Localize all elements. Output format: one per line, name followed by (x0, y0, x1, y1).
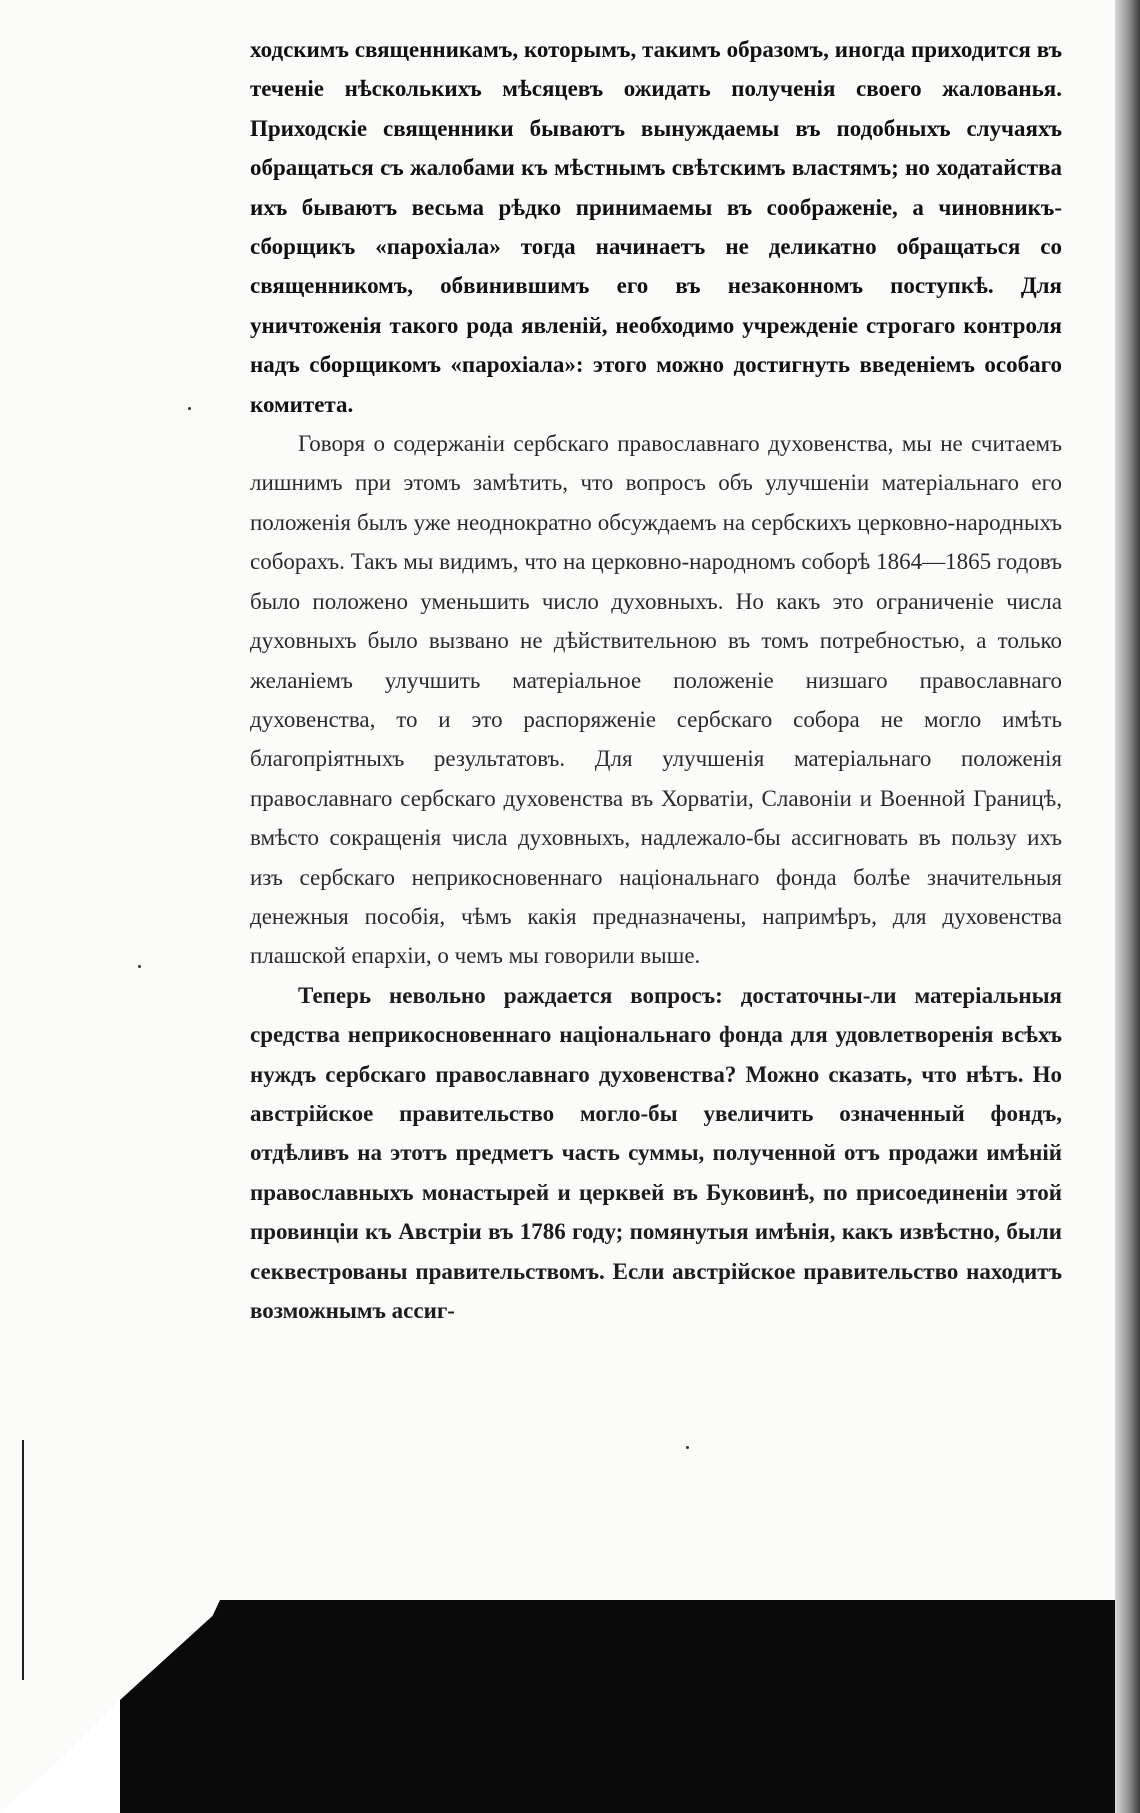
paragraph: ходскимъ священникамъ, которымъ, такимъ образомъ, иногда приходится въ теченіе нѣсколькихъ мѣсяцевъ ожидать полученія своего жалованья. Приходскіе священники бываютъ вынуждаемы въ подобныхъ случаяхъ обращаться съ жалобами къ мѣстнымъ свѣтскимъ властямъ; но ходатайства ихъ бываютъ весьма рѣдко принимаемы въ соображеніе, а чиновникъ-сборщикъ «парохіала» тогда начинаетъ не деликатно обращаться со священникомъ, обвинившимъ его въ незаконномъ поступкѣ. Для уничтоженія такого рода явленій, необходимо учрежденіе строгаго контроля надъ сборщикомъ «парохіала»: этого можно достигнуть введеніемъ особаго комитета. (250, 37, 1062, 417)
margin-speck (188, 407, 191, 410)
margin-speck (686, 1446, 689, 1449)
page-body (250, 30, 1062, 1330)
left-margin-mark (22, 1440, 24, 1680)
margin-speck (138, 965, 141, 968)
page-edge-shadow (1115, 0, 1140, 1813)
paragraph: Говоря о содержаніи сербскаго православнаго духовенства, мы не считаемъ лишнимъ при этомъ замѣтить, что вопросъ объ улучшеніи матеріальнаго его положенія былъ уже неоднократно обсуждаемъ на сербскихъ церковно-народныхъ соборахъ. Такъ мы видимъ, что на церковно-народномъ соборѣ 1864—1865 годовъ было положено уменьшить число духовныхъ. Но какъ это ограниченіе числа духовныхъ было вызвано не дѣйствительною въ томъ потребностью, а только желаніемъ улучшить матеріальное положеніе низшаго православнаго духовенства, то и это распоряженіе сербскаго собора не могло имѣть благопріятныхъ результатовъ. Для улучшенія матеріальнаго положенія православнаго сербскаго духовенства въ Хорватіи, Славоніи и Военной Границѣ, вмѣсто сокращенія числа духовныхъ, надлежало-бы ассигновать въ пользу ихъ изъ сербскаго неприкосновеннаго національнаго фонда болѣе значительныя денежныя пособія, чѣмъ какія предназначены, напримѣръ, для духовенства плашской епархіи, о чемъ мы говорили выше. (250, 431, 1062, 969)
paragraph: Теперь невольно раждается вопросъ: достаточны-ли матеріальныя средства неприкосновеннаго національнаго фонда для удовлетворенія всѣхъ нуждъ сербскаго православнаго духовенства? Можно сказать, что нѣтъ. Но австрійское правительство могло-бы увеличить означенный фондъ, отдѣливъ на этотъ предметъ часть суммы, полученной отъ продажи имѣній православныхъ монастырей и церквей въ Буковинѣ, по присоединеніи этой провинціи къ Австріи въ 1786 году; помянутыя имѣнія, какъ извѣстно, были секвестрованы правительствомъ. Если австрійское правительство находитъ возможнымъ ассиг- (250, 982, 1062, 1323)
